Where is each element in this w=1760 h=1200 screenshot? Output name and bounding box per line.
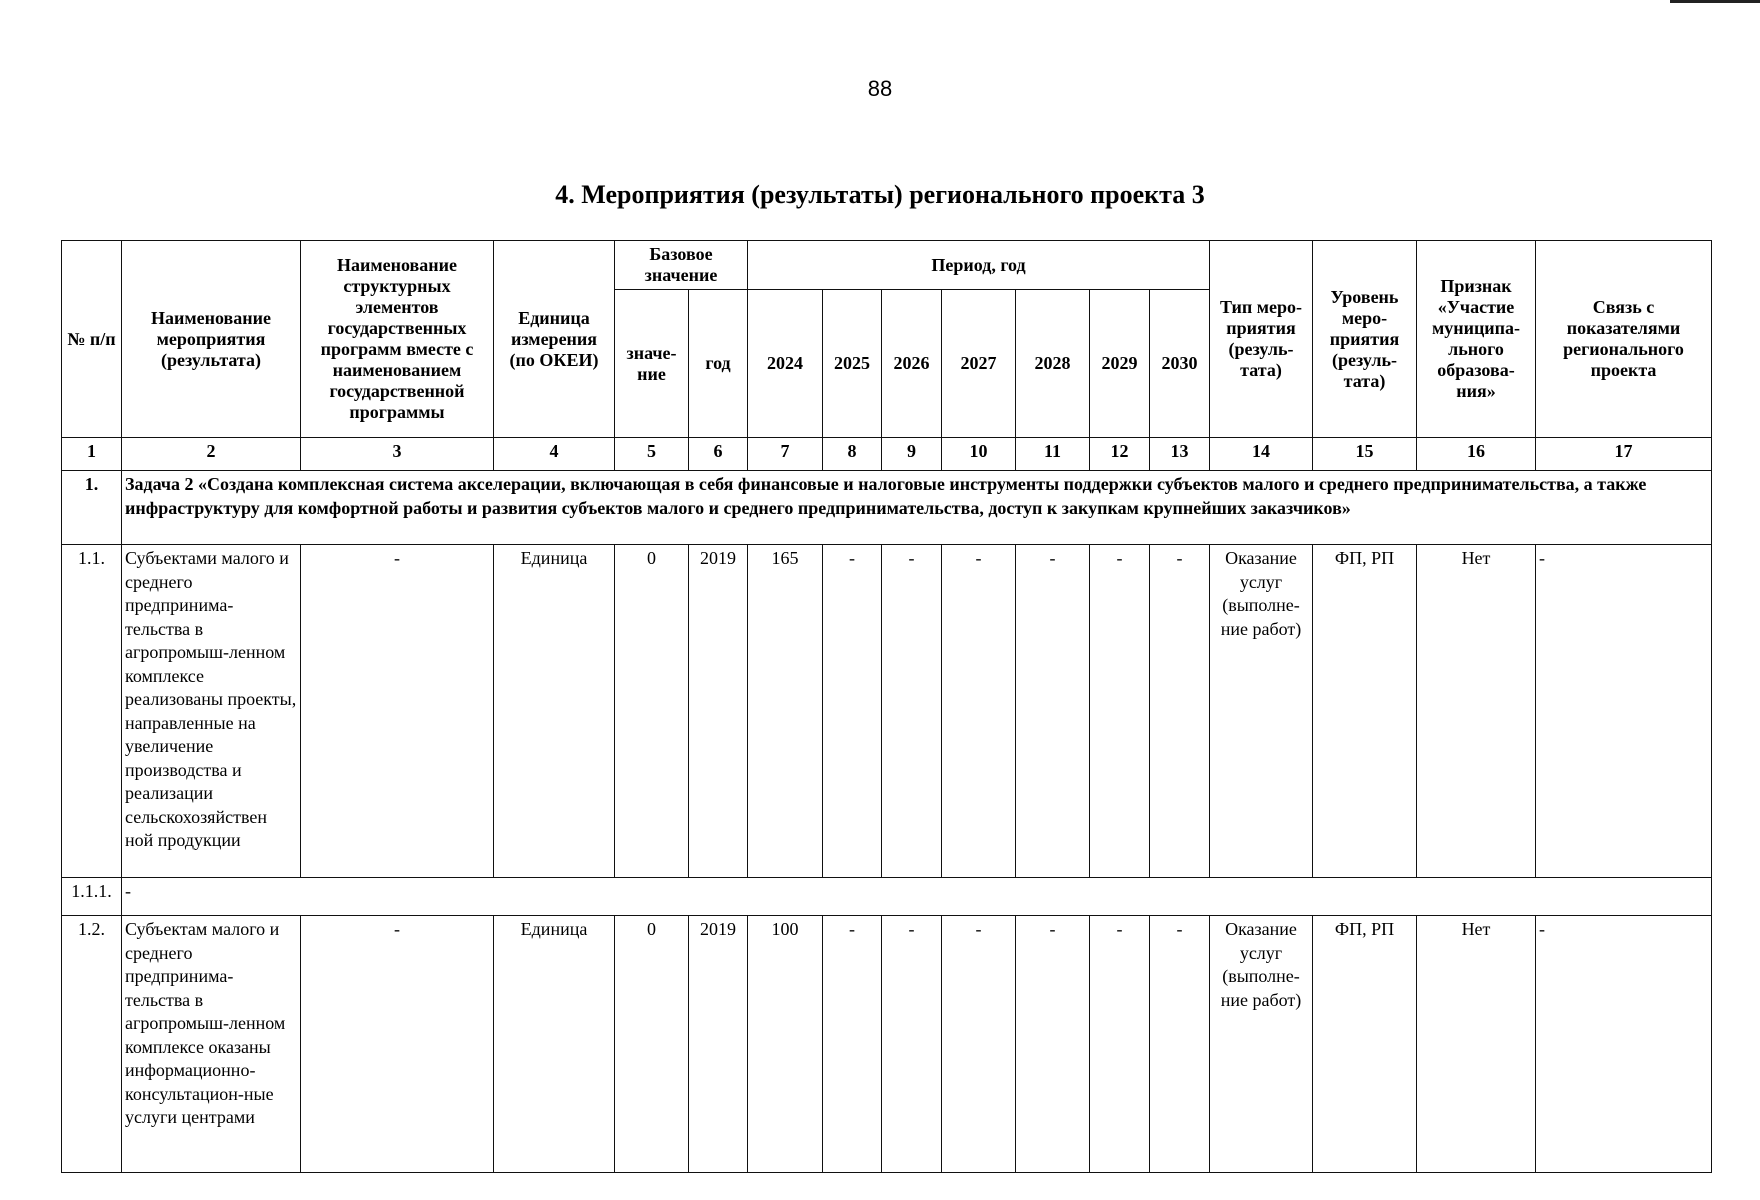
row-year-2029: - — [1090, 916, 1150, 1173]
column-number: 10 — [942, 438, 1016, 471]
row-year-2024: 100 — [748, 916, 823, 1173]
row-num: 1.1.1. — [62, 878, 122, 916]
row-link: - — [1536, 545, 1712, 878]
page-number: 88 — [867, 76, 893, 101]
row-year-2027: - — [942, 545, 1016, 878]
row-base-year: 2019 — [689, 545, 748, 878]
header-year-2024: 2024 — [748, 290, 823, 438]
row-num: 1.2. — [62, 916, 122, 1173]
header-year-2027: 2027 — [942, 290, 1016, 438]
column-number: 11 — [1016, 438, 1090, 471]
header-municipal: Признак «Участие муниципа-льного образова-ния» — [1417, 241, 1536, 438]
row-level: ФП, РП — [1313, 545, 1417, 878]
header-base-group: Базовое значение — [615, 241, 748, 290]
row-base-value: 0 — [615, 916, 689, 1173]
row-type: Оказание услуг (выполне-ние работ) — [1210, 545, 1313, 878]
row-unit: Единица — [494, 916, 615, 1173]
row-year-2024: 165 — [748, 545, 823, 878]
row-year-2025: - — [823, 545, 882, 878]
column-number: 3 — [301, 438, 494, 471]
row-struct: - — [301, 916, 494, 1173]
scan-corner-mark — [1670, 0, 1760, 3]
row-struct: - — [301, 545, 494, 878]
row-municipal: Нет — [1417, 545, 1536, 878]
row-name: Субъектами малого и среднего предпринима-тельства в агропромыш-ленном комплексе реализованы проекты, направленные на увеличение производства и реализации сельскохозяйствен ной продукции — [122, 545, 301, 878]
row-year-2026: - — [882, 916, 942, 1173]
header-period-group: Период, год — [748, 241, 1210, 290]
column-number: 6 — [689, 438, 748, 471]
row-base-year: 2019 — [689, 916, 748, 1173]
row-name: Субъектам малого и среднего предпринима-тельства в агропромыш-ленном комплексе оказаны информационно-консультацион-ные услуги центрами — [122, 916, 301, 1173]
header-name: Наименование мероприятия (результата) — [122, 241, 301, 438]
row-year-2030: - — [1150, 545, 1210, 878]
task-row — [62, 471, 1712, 545]
table-row — [62, 545, 1712, 878]
header-year-2028: 2028 — [1016, 290, 1090, 438]
header-level: Уровень меро-приятия (резуль-тата) — [1313, 241, 1417, 438]
header-year-2025: 2025 — [823, 290, 882, 438]
row-base-value: 0 — [615, 545, 689, 878]
header-link: Связь с показателями регионального проекта — [1536, 241, 1712, 438]
column-number: 4 — [494, 438, 615, 471]
column-number: 5 — [615, 438, 689, 471]
table-row — [62, 878, 1712, 916]
measures-table — [61, 240, 1712, 1173]
row-year-2027: - — [942, 916, 1016, 1173]
header-year-2029: 2029 — [1090, 290, 1150, 438]
column-number: 13 — [1150, 438, 1210, 471]
column-number: 15 — [1313, 438, 1417, 471]
row-level: ФП, РП — [1313, 916, 1417, 1173]
column-number-row — [62, 438, 1712, 471]
header-base-year: год — [689, 290, 748, 438]
column-number: 2 — [122, 438, 301, 471]
row-unit: Единица — [494, 545, 615, 878]
column-number: 16 — [1417, 438, 1536, 471]
column-number: 17 — [1536, 438, 1712, 471]
task-num: 1. — [62, 471, 122, 545]
header-year-2030: 2030 — [1150, 290, 1210, 438]
row-year-2026: - — [882, 545, 942, 878]
row-year-2028: - — [1016, 545, 1090, 878]
row-year-2028: - — [1016, 916, 1090, 1173]
column-number: 9 — [882, 438, 942, 471]
header-type: Тип меро-приятия (резуль-тата) — [1210, 241, 1313, 438]
row-year-2029: - — [1090, 545, 1150, 878]
table-row — [62, 916, 1712, 1173]
row-year-2030: - — [1150, 916, 1210, 1173]
row-type: Оказание услуг (выполне-ние работ) — [1210, 916, 1313, 1173]
header-struct: Наименование структурных элементов государственных программ вместе с наименованием государственной программы — [301, 241, 494, 438]
column-number: 8 — [823, 438, 882, 471]
row-text: - — [122, 878, 1712, 916]
row-municipal: Нет — [1417, 916, 1536, 1173]
row-year-2025: - — [823, 916, 882, 1173]
header-base-value: значе-ние — [615, 290, 689, 438]
task-text: Задача 2 «Создана комплексная система акселерации, включающая в себя финансовые и налоговые инструменты поддержки субъектов малого и среднего предпринимательства, а также инфраструктуру для комфортной работы и развития субъектов малого и среднего предпринимательства, доступ к закупкам крупнейших заказчиков» — [122, 471, 1712, 545]
row-num: 1.1. — [62, 545, 122, 878]
column-number: 14 — [1210, 438, 1313, 471]
row-link: - — [1536, 916, 1712, 1173]
column-number: 7 — [748, 438, 823, 471]
column-number: 1 — [62, 438, 122, 471]
column-number: 12 — [1090, 438, 1150, 471]
header-unit: Единица измерения (по ОКЕИ) — [494, 241, 615, 438]
page-title: 4. Мероприятия (результаты) регионального проекта 3 — [555, 180, 1205, 209]
header-year-2026: 2026 — [882, 290, 942, 438]
header-num: № п/п — [62, 241, 122, 438]
header-row-1 — [62, 241, 1712, 290]
